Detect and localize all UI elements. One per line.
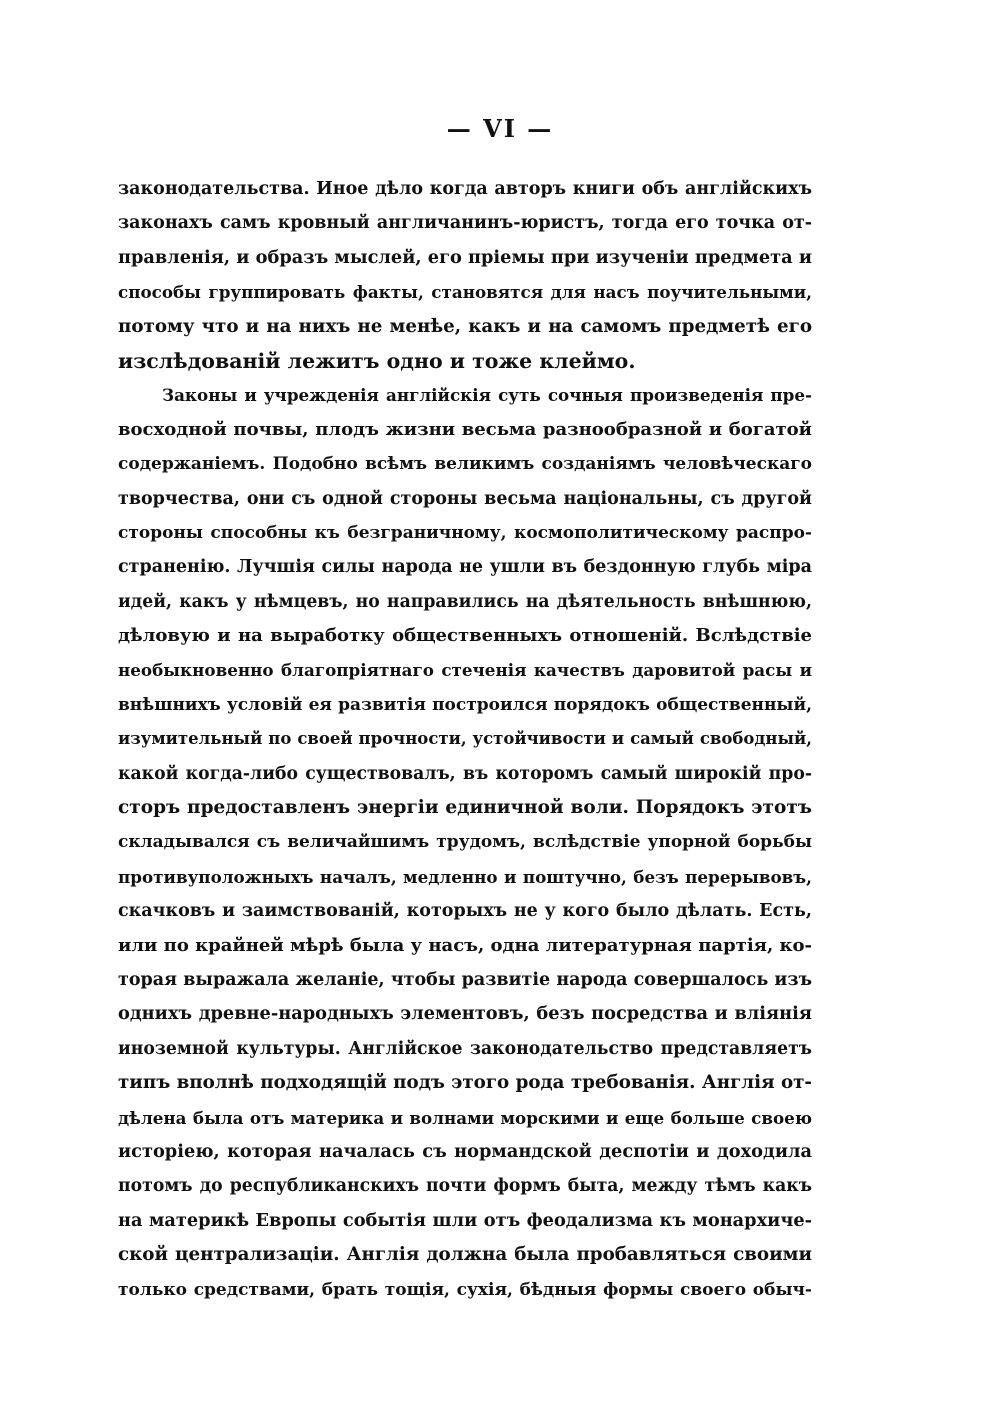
text-line: содержаніемъ. Подобно всѣмъ великимъ созданіямъ человѣческаго: [118, 454, 812, 475]
text-line: исторіею, которая началась съ нормандской деспотіи и доходила: [118, 1140, 812, 1162]
text-line: только средствами, брать тощія, сухія, бѣдныя формы своего обыч-: [118, 1279, 812, 1300]
text-line: дѣлена была отъ материка и волнами морскими и еще больше своею: [118, 1107, 812, 1128]
text-line: скачковъ и заимствованій, которыхъ не у кого было дѣлать. Есть,: [118, 901, 812, 922]
text-line: страненію. Лучшія силы народа не ушли въ бездонную глубь міра: [118, 557, 812, 578]
text-line: правленія, и образъ мыслей, его пріемы при изученіи предмета и: [118, 246, 812, 268]
body-text: [118, 172, 812, 1307]
text-line: творчества, они съ одной стороны весьма національны, съ другой: [118, 488, 812, 509]
text-line: ской централизаціи. Англія должна была пробавляться своими: [118, 1244, 812, 1266]
text-line: противуположныхъ началъ, медленно и поштучно, безъ перерывовъ,: [118, 866, 812, 887]
text-line: идей, какъ у нѣмцевъ, но направились на дѣятельность внѣшнюю,: [118, 591, 812, 612]
text-line: торая выражала желаніе, чтобы развитіе народа совершалось изъ: [118, 969, 812, 990]
text-line: иноземной культуры. Англійское законодательство представляетъ: [118, 1038, 812, 1059]
text-line: необыкновенно благопріятнаго стеченія качествъ даровитой расы и: [118, 660, 812, 681]
text-line: изумительный по своей прочности, устойчивости и самый свободный,: [118, 729, 812, 749]
page-number: — VI —: [446, 114, 554, 143]
text-line: типъ вполнѣ подходящій подъ этого рода требованія. Англія от-: [118, 1072, 812, 1094]
text-line: потому что и на нихъ не менѣе, какъ и на самомъ предметѣ его: [118, 315, 812, 337]
text-line: потомъ до республиканскихъ почти формъ быта, между тѣмъ какъ: [118, 1176, 812, 1197]
text-line: на материкѣ Европы событія шли отъ феодализма къ монархиче-: [118, 1209, 812, 1231]
text-line: Законы и учрежденія англійскія суть сочныя произведенія пре-: [162, 385, 812, 406]
text-line: внѣшнихъ условій ея развитія построился порядокъ общественный,: [118, 694, 812, 715]
text-line: законодательства. Иное дѣло когда авторъ книги объ англійскихъ: [118, 179, 812, 199]
text-line: восходной почвы, плодъ жизни весьма разнообразной и богатой: [118, 418, 812, 440]
text-line: дѣловую и на выработку общественныхъ отношеній. Вслѣдствіе: [118, 625, 812, 647]
text-line: стороны способны къ безграничному, космополитическому распро-: [118, 522, 812, 543]
text-line: складывался съ величайшимъ трудомъ, вслѣдствіе упорной борьбы: [118, 832, 812, 853]
text-line: какой когда-либо существовалъ, въ которомъ самый широкій про-: [118, 763, 812, 784]
text-line: способы группировать факты, становятся для насъ поучительными,: [118, 282, 812, 303]
text-line: сторъ предоставленъ энергіи единичной воли. Порядокъ этотъ: [118, 797, 812, 819]
text-line: или по крайней мѣрѣ была у насъ, одна литературная партія, ко-: [118, 934, 812, 956]
text-line: законахъ самъ кровный англичанинъ-юристъ, тогда его точка от-: [118, 213, 812, 234]
paragraph: [118, 378, 812, 1307]
text-line: изслѣдованій лежитъ одно и тоже клеймо.: [118, 348, 636, 373]
text-line: однихъ древне-народныхъ элементовъ, безъ посредства и вліянія: [118, 1003, 812, 1025]
paragraph: [118, 172, 812, 378]
